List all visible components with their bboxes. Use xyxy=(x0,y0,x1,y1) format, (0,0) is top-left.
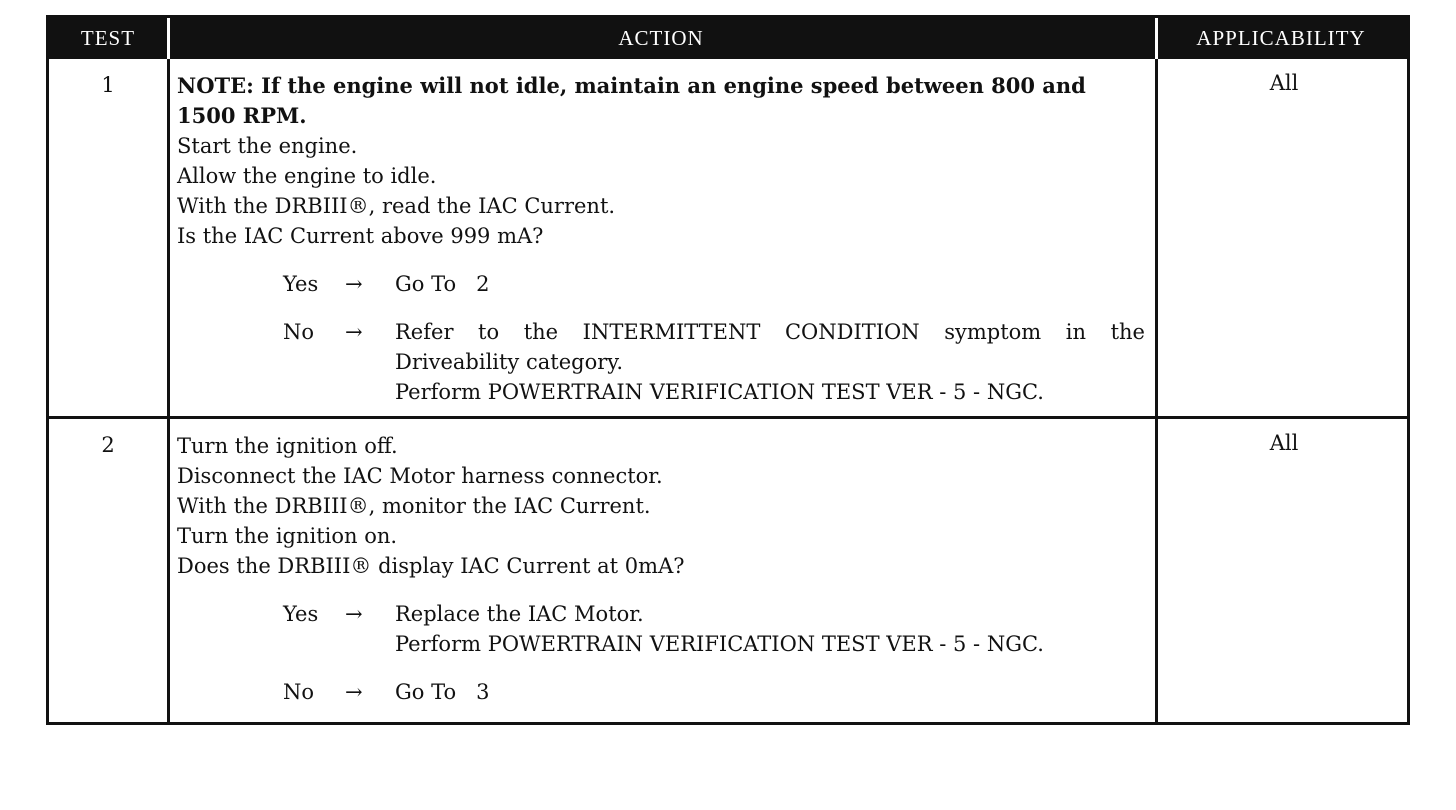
step-text: Start the engine. xyxy=(177,134,358,158)
right-arrow-icon: → xyxy=(345,602,363,626)
header-divider xyxy=(167,18,170,59)
no-label: No xyxy=(283,320,315,344)
step-text: Turn the ignition off. xyxy=(177,434,398,458)
column-divider xyxy=(1155,419,1158,722)
no-outcome xyxy=(177,317,1143,407)
result-line: Refer to the INTERMITTENT CONDITION symptom in the xyxy=(395,320,1145,344)
header-divider xyxy=(1155,18,1158,59)
table-row xyxy=(49,59,1407,419)
step-text: Allow the engine to idle. xyxy=(177,164,437,188)
header-test: TEST xyxy=(80,26,136,50)
step-text: Disconnect the IAC Motor harness connector. xyxy=(177,464,663,488)
yes-outcome xyxy=(177,269,1143,299)
right-arrow-icon: → xyxy=(345,680,363,704)
applicability-value: All xyxy=(1269,71,1299,95)
no-outcome xyxy=(177,677,1143,707)
diagnostic-test-table xyxy=(46,15,1410,725)
table-header-row xyxy=(49,18,1407,59)
result-line: Driveability category. xyxy=(395,350,623,374)
result-line: Go To 3 xyxy=(395,680,490,704)
yes-label: Yes xyxy=(283,602,319,626)
question-text: Does the DRBIII® display IAC Current at 0mA? xyxy=(177,554,685,578)
header-action: ACTION xyxy=(618,26,704,50)
test-number: 2 xyxy=(101,433,115,457)
step-text: With the DRBIII®, monitor the IAC Current. xyxy=(177,494,651,518)
no-result xyxy=(395,677,1145,707)
result-line: Perform POWERTRAIN VERIFICATION TEST VER - 5 - NGC. xyxy=(395,380,1044,404)
result-line: Go To 2 xyxy=(395,272,490,296)
result-line: Perform POWERTRAIN VERIFICATION TEST VER - 5 - NGC. xyxy=(395,632,1044,656)
no-label: No xyxy=(283,680,315,704)
result-line: Replace the IAC Motor. xyxy=(395,602,644,626)
step-text: Turn the ignition on. xyxy=(177,524,398,548)
column-divider xyxy=(167,59,170,416)
no-result xyxy=(395,317,1145,407)
yes-result xyxy=(395,269,1145,299)
step-text: With the DRBIII®, read the IAC Current. xyxy=(177,194,616,218)
right-arrow-icon: → xyxy=(345,320,363,344)
action-cell xyxy=(177,431,1143,707)
right-arrow-icon: → xyxy=(345,272,363,296)
question-text: Is the IAC Current above 999 mA? xyxy=(177,224,544,248)
yes-label: Yes xyxy=(283,272,319,296)
table-row xyxy=(49,419,1407,722)
column-divider xyxy=(1155,59,1158,416)
yes-outcome xyxy=(177,599,1143,659)
action-cell xyxy=(177,71,1143,407)
note-text: NOTE: If the engine will not idle, maintain an engine speed between 800 and 1500 RPM. xyxy=(177,73,1086,128)
test-number: 1 xyxy=(101,73,115,97)
header-applicability: APPLICABILITY xyxy=(1196,26,1366,50)
yes-result xyxy=(395,599,1145,659)
column-divider xyxy=(167,419,170,722)
applicability-value: All xyxy=(1269,431,1299,455)
